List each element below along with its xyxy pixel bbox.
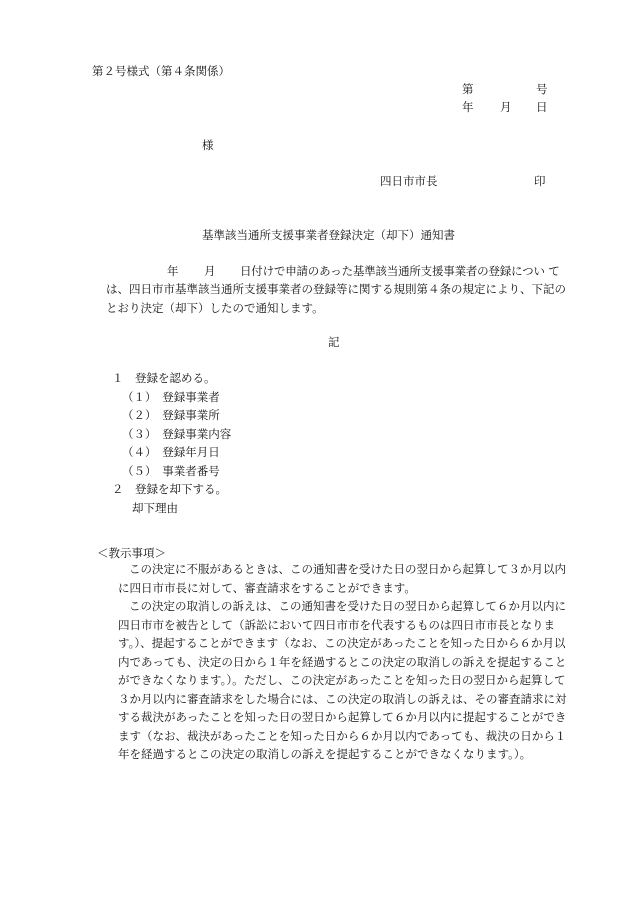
sub-item: （１） 登録事業者 (122, 389, 220, 404)
sub-item: （２） 登録事業所 (122, 408, 220, 422)
document-title: 基準該当通所支援事業者登録決定（却下）通知書 (202, 228, 455, 242)
seal-mark: 印 (534, 174, 546, 188)
item-reject: ２ 登録を却下する。 (112, 482, 227, 496)
date-month: 月 (500, 100, 512, 114)
item-approve: １ 登録を認める。 (112, 371, 216, 385)
form-label: 第２号様式（第４条関係） (92, 64, 230, 78)
ki-heading: 記 (328, 335, 340, 349)
doc-number-prefix: 第 (462, 82, 474, 96)
intro-year: 年 (167, 264, 179, 278)
sub-item: （４） 登録年月日 (122, 445, 220, 459)
intro-line-first: 日付けで申請のあった基準該当通所支援事業者の登録につい て (240, 264, 560, 278)
notice-heading: ＜教示事項＞ (97, 546, 166, 560)
sub-item: （５） 事業者番号 (122, 463, 220, 478)
intro-paragraph: は、四日市市基準該当通所支援事業者の登録等に関する規則第４条の規定により、下記のとおり決定（却下）したので通知します。 (106, 282, 566, 315)
addressee-suffix: 様 (202, 138, 214, 152)
decision-items (112, 369, 231, 517)
date-year: 年 (462, 100, 474, 114)
notice-paragraph-lawsuit: この決定の取消しの訴えは、この通知書を受けた日の翌日から起算して６か月以内に四日市市を被告として（訴訟において四日市市を代表するものは四日市市長となります。）、提起することができます（なお、この決定があったことを知った日から６か月以内であっても、決定の日から１年を経過するとこの決定の取消しの訴えを提起することができなくなります。）。ただし、この決定があったことを知った日の翌日から起算して３か月以内に審査請求をした場合には、この決定の取消しの訴えは、その審査請求に対する裁決があったことを知った日の翌日から起算して６か月以内に提起することができます（なお、裁決があったことを知った日から６か月以内であっても、裁決の日から１年を経過するとこの決定の取消しの訴えを提起することができなくなります。）。 (118, 599, 567, 761)
notice-paragraph-appeal: この決定に不服があるときは、この通知書を受けた日の翌日から起算して３か月以内に四日市市長に対して、審査請求をすることができます。 (118, 562, 566, 595)
rejection-reason-label: 却下理由 (132, 500, 178, 515)
doc-number-suffix: 号 (536, 82, 548, 96)
intro-month: 月 (204, 264, 216, 278)
issuer-name: 四日市市長 (380, 174, 438, 188)
sub-item: （３） 登録事業内容 (122, 426, 232, 441)
date-day: 日 (536, 100, 548, 114)
